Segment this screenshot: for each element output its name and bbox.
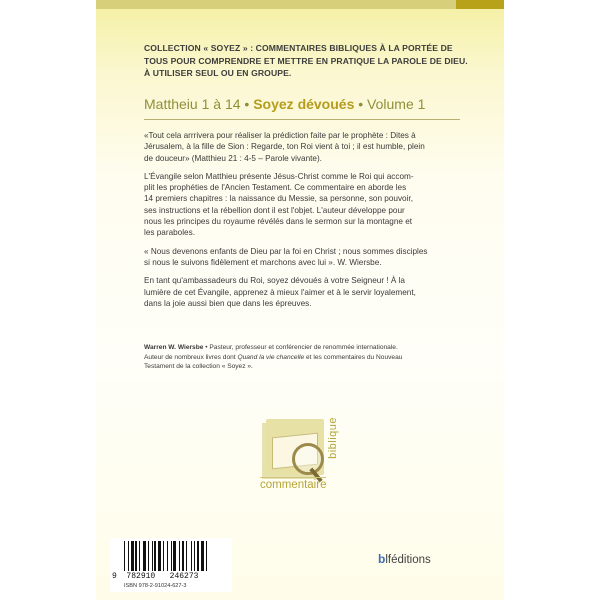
barcode-bar [139,541,140,571]
barcode-bar [173,541,176,571]
barcode [110,538,232,592]
publisher-mark-icon: b [378,552,386,566]
author-line [144,353,474,363]
barcode-bar [206,541,207,571]
collection-intro [144,42,468,80]
text-line: En tant qu'ambassadeurs du Roi, soyez dévoués à votre Seigneur ! À la [144,276,405,286]
text-line: de douceur» (Matthieu 21 : 4-5 – Parole vivante). [144,153,322,163]
barcode-bar [179,541,180,571]
author-line-rest: • Pasteur, professeur et conférencier de renommée internationale. [203,344,398,351]
barcode-bar [131,541,134,571]
text-line: si nous le suivons fidèlement et marchons avec lui ». W. Wiersbe. [144,257,382,267]
author-book-title: Quand la vie chancelle [237,353,305,361]
barcode-bar [186,541,187,571]
author-bio [144,343,474,372]
text-line: 14 premiers chapitres : la naissance du Messie, sa personne, son pouvoir, [144,194,413,204]
text-line: plit les prophéties de l'Ancien Testament. Ce commentaire en aborde les [144,183,407,193]
author-text: Auteur de nombreux livres dont [144,353,238,361]
back-cover [96,0,504,600]
author-name: Warren W. Wiersbe [144,344,204,351]
logo-vertical-text: biblique [327,417,339,459]
barcode-bar [182,541,184,571]
commentaire-biblique-logo [256,413,346,509]
intro-line: COLLECTION « SOYEZ » : COMMENTAIRES BIBLIQUES À LA PORTÉE DE [144,43,453,53]
author-line: Testament de la collection « Soyez ». [144,363,253,371]
paragraph-wiersbe-quote [144,246,462,269]
text-line: Jérusalem, à la fille de Sion : Regarde, ton Roi vient à toi ; il est humble, plein [144,142,425,152]
author-text: et les commentaires du Nouveau [304,353,403,361]
title-divider [144,119,460,120]
top-color-bar [96,0,504,9]
barcode-digits-left: 782910 [126,572,156,581]
barcode-bar [152,541,153,571]
title-part-2: • Volume 1 [354,96,426,112]
isbn: ISBN 978-2-91024-627-3 [124,583,187,589]
paragraph-summary [144,171,462,239]
intro-line: À UTILISER SEUL OU EN GROUPE. [144,68,292,79]
barcode-bar [154,541,156,571]
barcode-bar [171,541,172,571]
text-line: L'Évangile selon Matthieu présente Jésus-Christ comme le Roi qui accom- [144,171,414,181]
barcode-bar [167,541,168,571]
barcode-digits [112,572,198,581]
author-line [144,343,474,353]
barcode-bar [143,541,146,571]
barcode-bars [124,541,228,571]
barcode-bar [163,541,164,571]
barcode-digits-right: 246273 [169,572,199,581]
magnifying-glass-icon [292,443,324,475]
top-color-bar-accent [456,0,504,9]
paragraph-exhortation [144,275,462,309]
text-line: «Tout cela arrrivera pour réaliser la prédiction faite par le prophète : Dites à [144,131,416,140]
barcode-bar [197,541,199,571]
book-title [144,96,425,112]
text-line: lumière de cet Évangile, apprenez à mieux l'aimer et à le servir loyalement, [144,287,416,297]
barcode-bar [194,541,195,571]
title-part-1: Mattheiu 1 à 14 • [144,96,254,112]
text-line: les paraboles. [144,228,195,238]
barcode-bar [191,541,192,571]
intro-line: TOUS POUR COMPRENDRE ET METTRE EN PRATIQUE LA PAROLE DE DIEU. [144,55,468,66]
text-line: dans la joie aussi bien que dans les épreuves. [144,298,312,308]
text-line: nous les principes du royaume révélés dans le sermon sur la montagne et [144,217,413,227]
title-devoues: dévoués [297,96,355,112]
barcode-bar [158,541,161,571]
description [144,130,462,316]
barcode-bar [124,541,125,571]
text-line: « Nous devenons enfants de Dieu par la foi en Christ ; nous sommes disciples [144,246,428,256]
publisher-name: lféditions [385,554,431,566]
title-soyez: Soyez [253,96,298,112]
barcode-bar [128,541,129,571]
logo-bottom-text: commentaire [260,479,327,491]
barcode-digit-first: 9 [112,572,117,581]
publisher-logo [378,552,431,566]
paragraph-quote [144,130,462,164]
barcode-bar [135,541,137,571]
barcode-bar [201,541,204,571]
barcode-bar [148,541,149,571]
text-line: ses instructions et la rébellion dont il est l'objet. L'auteur développe pour [144,205,405,215]
